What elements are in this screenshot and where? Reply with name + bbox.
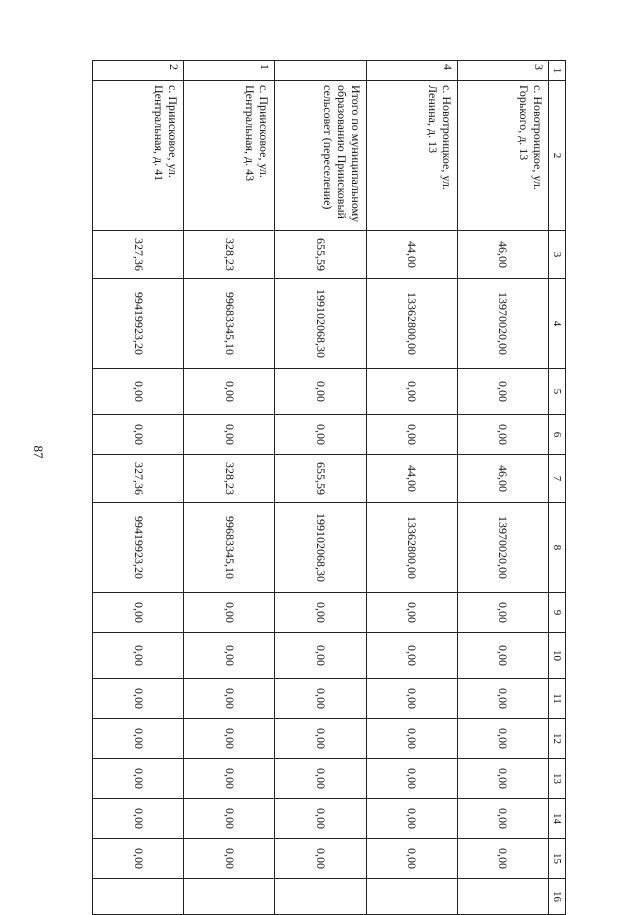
table-wrapper bbox=[92, 60, 566, 902]
value-cell: 0,00 bbox=[457, 799, 548, 839]
value-cell: 655,59 bbox=[275, 231, 366, 279]
value-cell: 0,00 bbox=[184, 799, 275, 839]
row-number: 2 bbox=[93, 61, 184, 81]
address-cell: с. Приисковое, ул. Центральная, д. 41 bbox=[93, 81, 184, 231]
value-cell: 655,59 bbox=[275, 455, 366, 503]
value-cell: 0,00 bbox=[366, 593, 457, 633]
column-numbers-header bbox=[549, 61, 566, 915]
value-cell: 0,00 bbox=[184, 679, 275, 719]
page-number: 87 bbox=[31, 445, 46, 459]
value-cell: 99419923,20 bbox=[93, 279, 184, 369]
address-cell: с. Новотроицкое, ул. Горького, д. 13 bbox=[457, 81, 548, 231]
value-cell: 0,00 bbox=[366, 633, 457, 679]
value-cell: 0,00 bbox=[93, 369, 184, 415]
column-number: 12 bbox=[549, 719, 566, 759]
value-cell: 0,00 bbox=[93, 415, 184, 455]
value-cell: 13362800,00 bbox=[366, 279, 457, 369]
value-cell: 0,00 bbox=[275, 415, 366, 455]
value-cell: 0,00 bbox=[366, 679, 457, 719]
column-number: 13 bbox=[549, 759, 566, 799]
value-cell: 0,00 bbox=[275, 369, 366, 415]
value-cell: 0,00 bbox=[366, 839, 457, 879]
value-cell: 99419923,20 bbox=[93, 503, 184, 593]
column-number: 6 bbox=[549, 415, 566, 455]
value-cell: 0,00 bbox=[457, 593, 548, 633]
value-cell: 0,00 bbox=[93, 633, 184, 679]
column-number: 15 bbox=[549, 839, 566, 879]
value-cell: 199102068,30 bbox=[275, 503, 366, 593]
value-cell: 327,36 bbox=[93, 455, 184, 503]
column-number: 8 bbox=[549, 503, 566, 593]
value-cell bbox=[275, 879, 366, 915]
table-row bbox=[184, 61, 275, 915]
row-number: 4 bbox=[366, 61, 457, 81]
value-cell: 0,00 bbox=[184, 633, 275, 679]
table-row bbox=[93, 61, 184, 915]
value-cell: 0,00 bbox=[184, 719, 275, 759]
value-cell: 0,00 bbox=[366, 719, 457, 759]
value-cell: 0,00 bbox=[184, 759, 275, 799]
value-cell: 13362800,00 bbox=[366, 503, 457, 593]
total-label-cell: Итого по муниципальному образованию Приисковый сельсовет (переселение) bbox=[275, 81, 366, 231]
value-cell: 0,00 bbox=[457, 415, 548, 455]
address-cell: с. Новотроицкое, ул. Ленина, д. 13 bbox=[366, 81, 457, 231]
value-cell: 13970020,00 bbox=[457, 503, 548, 593]
value-cell: 0,00 bbox=[457, 719, 548, 759]
value-cell: 0,00 bbox=[93, 759, 184, 799]
value-cell bbox=[93, 879, 184, 915]
row-number: 3 bbox=[457, 61, 548, 81]
column-number: 5 bbox=[549, 369, 566, 415]
table-row bbox=[457, 61, 548, 915]
column-number: 10 bbox=[549, 633, 566, 679]
value-cell: 0,00 bbox=[275, 679, 366, 719]
value-cell: 0,00 bbox=[93, 593, 184, 633]
value-cell: 0,00 bbox=[275, 593, 366, 633]
column-number: 11 bbox=[549, 679, 566, 719]
value-cell: 0,00 bbox=[457, 839, 548, 879]
value-cell: 199102068,30 bbox=[275, 279, 366, 369]
address-cell: с. Приисковое, ул. Центральная, д. 43 bbox=[184, 81, 275, 231]
value-cell: 46,00 bbox=[457, 231, 548, 279]
table-row bbox=[366, 61, 457, 915]
value-cell: 46,00 bbox=[457, 455, 548, 503]
value-cell: 0,00 bbox=[275, 633, 366, 679]
column-number: 14 bbox=[549, 799, 566, 839]
value-cell: 13970020,00 bbox=[457, 279, 548, 369]
value-cell: 0,00 bbox=[93, 799, 184, 839]
value-cell: 0,00 bbox=[275, 759, 366, 799]
value-cell: 0,00 bbox=[275, 839, 366, 879]
value-cell: 0,00 bbox=[275, 719, 366, 759]
value-cell: 0,00 bbox=[93, 719, 184, 759]
value-cell: 0,00 bbox=[457, 633, 548, 679]
value-cell bbox=[184, 879, 275, 915]
value-cell: 0,00 bbox=[184, 839, 275, 879]
column-number: 3 bbox=[549, 231, 566, 279]
housing-table bbox=[92, 60, 566, 915]
value-cell: 0,00 bbox=[184, 369, 275, 415]
value-cell bbox=[457, 879, 548, 915]
column-number: 4 bbox=[549, 279, 566, 369]
value-cell bbox=[366, 879, 457, 915]
column-number: 2 bbox=[549, 81, 566, 231]
value-cell: 99683345,10 bbox=[184, 279, 275, 369]
table-row-total bbox=[275, 61, 366, 915]
value-cell: 328,23 bbox=[184, 455, 275, 503]
value-cell: 0,00 bbox=[366, 369, 457, 415]
value-cell: 0,00 bbox=[93, 839, 184, 879]
value-cell: 0,00 bbox=[457, 759, 548, 799]
value-cell: 0,00 bbox=[457, 369, 548, 415]
value-cell: 44,00 bbox=[366, 455, 457, 503]
value-cell: 0,00 bbox=[184, 415, 275, 455]
value-cell: 0,00 bbox=[366, 415, 457, 455]
value-cell: 0,00 bbox=[457, 679, 548, 719]
value-cell: 327,36 bbox=[93, 231, 184, 279]
value-cell: 0,00 bbox=[275, 799, 366, 839]
column-number: 16 bbox=[549, 879, 566, 915]
column-number: 1 bbox=[549, 61, 566, 81]
value-cell: 99683345,10 bbox=[184, 503, 275, 593]
column-number: 7 bbox=[549, 455, 566, 503]
value-cell: 0,00 bbox=[366, 799, 457, 839]
rotated-table-frame bbox=[92, 60, 566, 902]
value-cell: 328,23 bbox=[184, 231, 275, 279]
value-cell: 0,00 bbox=[366, 759, 457, 799]
row-number bbox=[275, 61, 366, 81]
column-number: 9 bbox=[549, 593, 566, 633]
value-cell: 0,00 bbox=[184, 593, 275, 633]
value-cell: 0,00 bbox=[93, 679, 184, 719]
row-number: 1 bbox=[184, 61, 275, 81]
value-cell: 44,00 bbox=[366, 231, 457, 279]
